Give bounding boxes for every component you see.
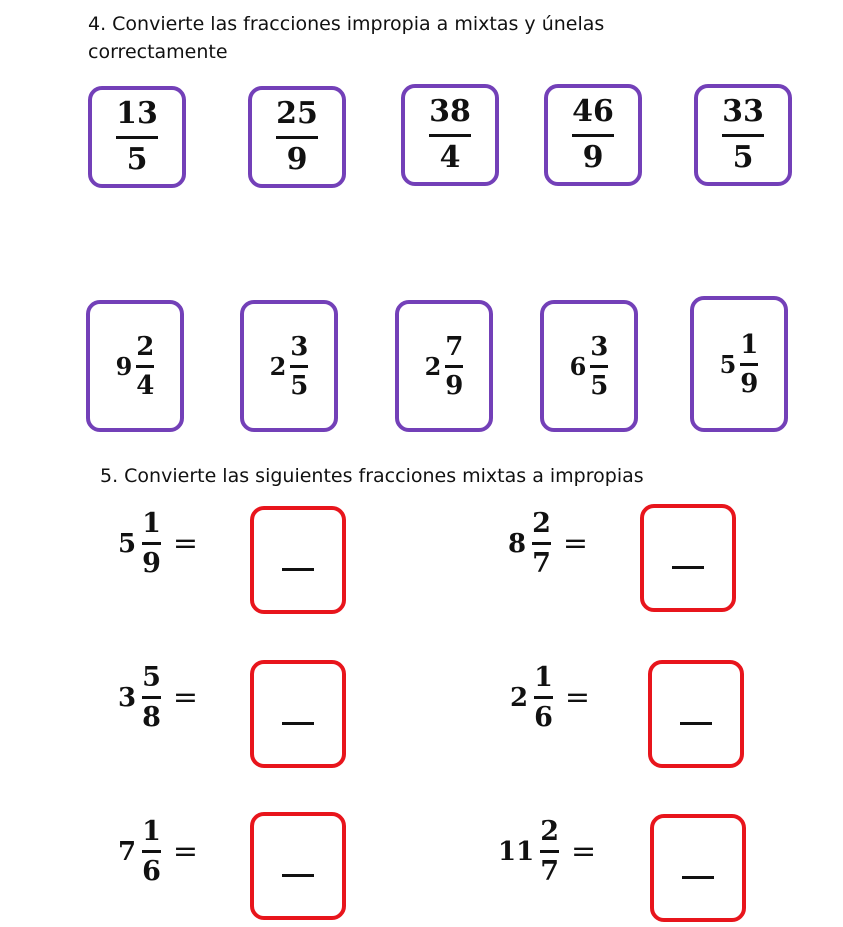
denominator: 5 bbox=[590, 370, 609, 401]
denominator: 6 bbox=[142, 856, 161, 887]
numerator: 2 bbox=[136, 331, 155, 362]
fraction-bar bbox=[276, 136, 318, 139]
mixed-equation bbox=[498, 818, 596, 885]
answer-box[interactable] bbox=[250, 812, 346, 920]
mixed-card[interactable] bbox=[86, 300, 184, 432]
fraction-bar bbox=[740, 363, 758, 366]
denominator: 9 bbox=[582, 140, 604, 175]
answer-box[interactable] bbox=[250, 506, 346, 614]
whole-part: 2 bbox=[424, 351, 442, 381]
whole-part: 5 bbox=[118, 528, 137, 559]
fraction bbox=[142, 664, 161, 731]
fraction-bar bbox=[590, 365, 608, 368]
improper-card[interactable] bbox=[401, 84, 499, 186]
numerator: 1 bbox=[142, 508, 161, 539]
fraction bbox=[136, 331, 155, 401]
numerator: 1 bbox=[534, 662, 553, 693]
denominator: 7 bbox=[532, 548, 551, 579]
fraction-bar bbox=[532, 542, 551, 545]
fraction-bar bbox=[534, 696, 553, 699]
whole-part: 3 bbox=[118, 682, 137, 713]
answer-fraction-line bbox=[282, 722, 314, 725]
fraction-bar bbox=[722, 134, 764, 137]
mixed-number bbox=[719, 329, 759, 399]
answer-box[interactable] bbox=[640, 504, 736, 612]
mixed-card[interactable] bbox=[540, 300, 638, 432]
answer-fraction-line bbox=[282, 874, 314, 877]
fraction bbox=[290, 331, 309, 401]
mixed-equation bbox=[118, 510, 198, 577]
whole-part: 9 bbox=[115, 351, 133, 381]
fraction bbox=[740, 329, 759, 399]
denominator: 9 bbox=[740, 368, 759, 399]
improper-card[interactable] bbox=[248, 86, 346, 188]
denominator: 5 bbox=[126, 142, 148, 177]
numerator: 25 bbox=[276, 96, 318, 131]
mixed-equation bbox=[510, 664, 590, 731]
section-4-title: 4. Convierte las fracciones impropia a mixtas y únelas correctamente bbox=[88, 13, 605, 63]
equals-sign: = bbox=[172, 834, 199, 869]
mixed-card[interactable] bbox=[690, 296, 788, 432]
fraction bbox=[572, 94, 614, 175]
denominator: 4 bbox=[136, 370, 155, 401]
fraction-bar bbox=[445, 365, 463, 368]
whole-part: 2 bbox=[510, 682, 529, 713]
improper-card[interactable] bbox=[694, 84, 792, 186]
mixed-number bbox=[424, 331, 464, 401]
improper-card[interactable] bbox=[544, 84, 642, 186]
fraction-bar bbox=[116, 136, 158, 139]
fraction-bar bbox=[540, 850, 559, 853]
numerator: 3 bbox=[590, 331, 609, 362]
numerator: 1 bbox=[142, 816, 161, 847]
denominator: 9 bbox=[286, 142, 308, 177]
fraction bbox=[532, 510, 551, 577]
whole-part: 8 bbox=[508, 528, 527, 559]
section-5-title: 5. Convierte las siguientes fracciones mixtas a impropias bbox=[100, 465, 644, 487]
answer-fraction-line bbox=[682, 876, 714, 879]
numerator: 2 bbox=[540, 816, 559, 847]
denominator: 5 bbox=[732, 140, 754, 175]
answer-box[interactable] bbox=[250, 660, 346, 768]
fraction-bar bbox=[142, 850, 161, 853]
numerator: 38 bbox=[429, 94, 471, 129]
fraction bbox=[276, 96, 318, 177]
numerator: 46 bbox=[572, 94, 614, 129]
denominator: 9 bbox=[142, 548, 161, 579]
denominator: 9 bbox=[445, 370, 464, 401]
answer-fraction-line bbox=[680, 722, 712, 725]
fraction bbox=[116, 96, 158, 177]
numerator: 5 bbox=[142, 662, 161, 693]
answer-box[interactable] bbox=[648, 660, 744, 768]
answer-fraction-line bbox=[282, 568, 314, 571]
mixed-equation bbox=[118, 818, 198, 885]
mixed-card[interactable] bbox=[395, 300, 493, 432]
denominator: 7 bbox=[540, 856, 559, 887]
improper-card[interactable] bbox=[88, 86, 186, 188]
whole-part: 11 bbox=[498, 836, 535, 867]
numerator: 3 bbox=[290, 331, 309, 362]
numerator: 2 bbox=[532, 508, 551, 539]
whole-part: 6 bbox=[569, 351, 587, 381]
fraction-bar bbox=[429, 134, 471, 137]
fraction bbox=[429, 94, 471, 175]
numerator: 7 bbox=[445, 331, 464, 362]
fraction-bar bbox=[142, 542, 161, 545]
answer-fraction-line bbox=[672, 566, 704, 569]
mixed-number bbox=[115, 331, 155, 401]
fraction-bar bbox=[142, 696, 161, 699]
fraction bbox=[540, 818, 559, 885]
whole-part: 7 bbox=[118, 836, 137, 867]
mixed-card[interactable] bbox=[240, 300, 338, 432]
equals-sign: = bbox=[172, 526, 199, 561]
denominator: 4 bbox=[439, 140, 461, 175]
equals-sign: = bbox=[564, 680, 591, 715]
fraction bbox=[590, 331, 609, 401]
numerator: 33 bbox=[722, 94, 764, 129]
mixed-number bbox=[269, 331, 309, 401]
fraction bbox=[534, 664, 553, 731]
denominator: 6 bbox=[534, 702, 553, 733]
fraction bbox=[142, 510, 161, 577]
fraction bbox=[142, 818, 161, 885]
fraction-bar bbox=[136, 365, 154, 368]
equals-sign: = bbox=[570, 834, 597, 869]
fraction bbox=[722, 94, 764, 175]
numerator: 13 bbox=[116, 96, 158, 131]
fraction-bar bbox=[290, 365, 308, 368]
equals-sign: = bbox=[562, 526, 589, 561]
whole-part: 2 bbox=[269, 351, 287, 381]
whole-part: 5 bbox=[719, 349, 737, 379]
mixed-number bbox=[569, 331, 609, 401]
fraction-bar bbox=[572, 134, 614, 137]
denominator: 8 bbox=[142, 702, 161, 733]
numerator: 1 bbox=[740, 329, 759, 360]
fraction bbox=[445, 331, 464, 401]
equals-sign: = bbox=[172, 680, 199, 715]
mixed-equation bbox=[508, 510, 588, 577]
denominator: 5 bbox=[290, 370, 309, 401]
answer-box[interactable] bbox=[650, 814, 746, 922]
mixed-equation bbox=[118, 664, 198, 731]
